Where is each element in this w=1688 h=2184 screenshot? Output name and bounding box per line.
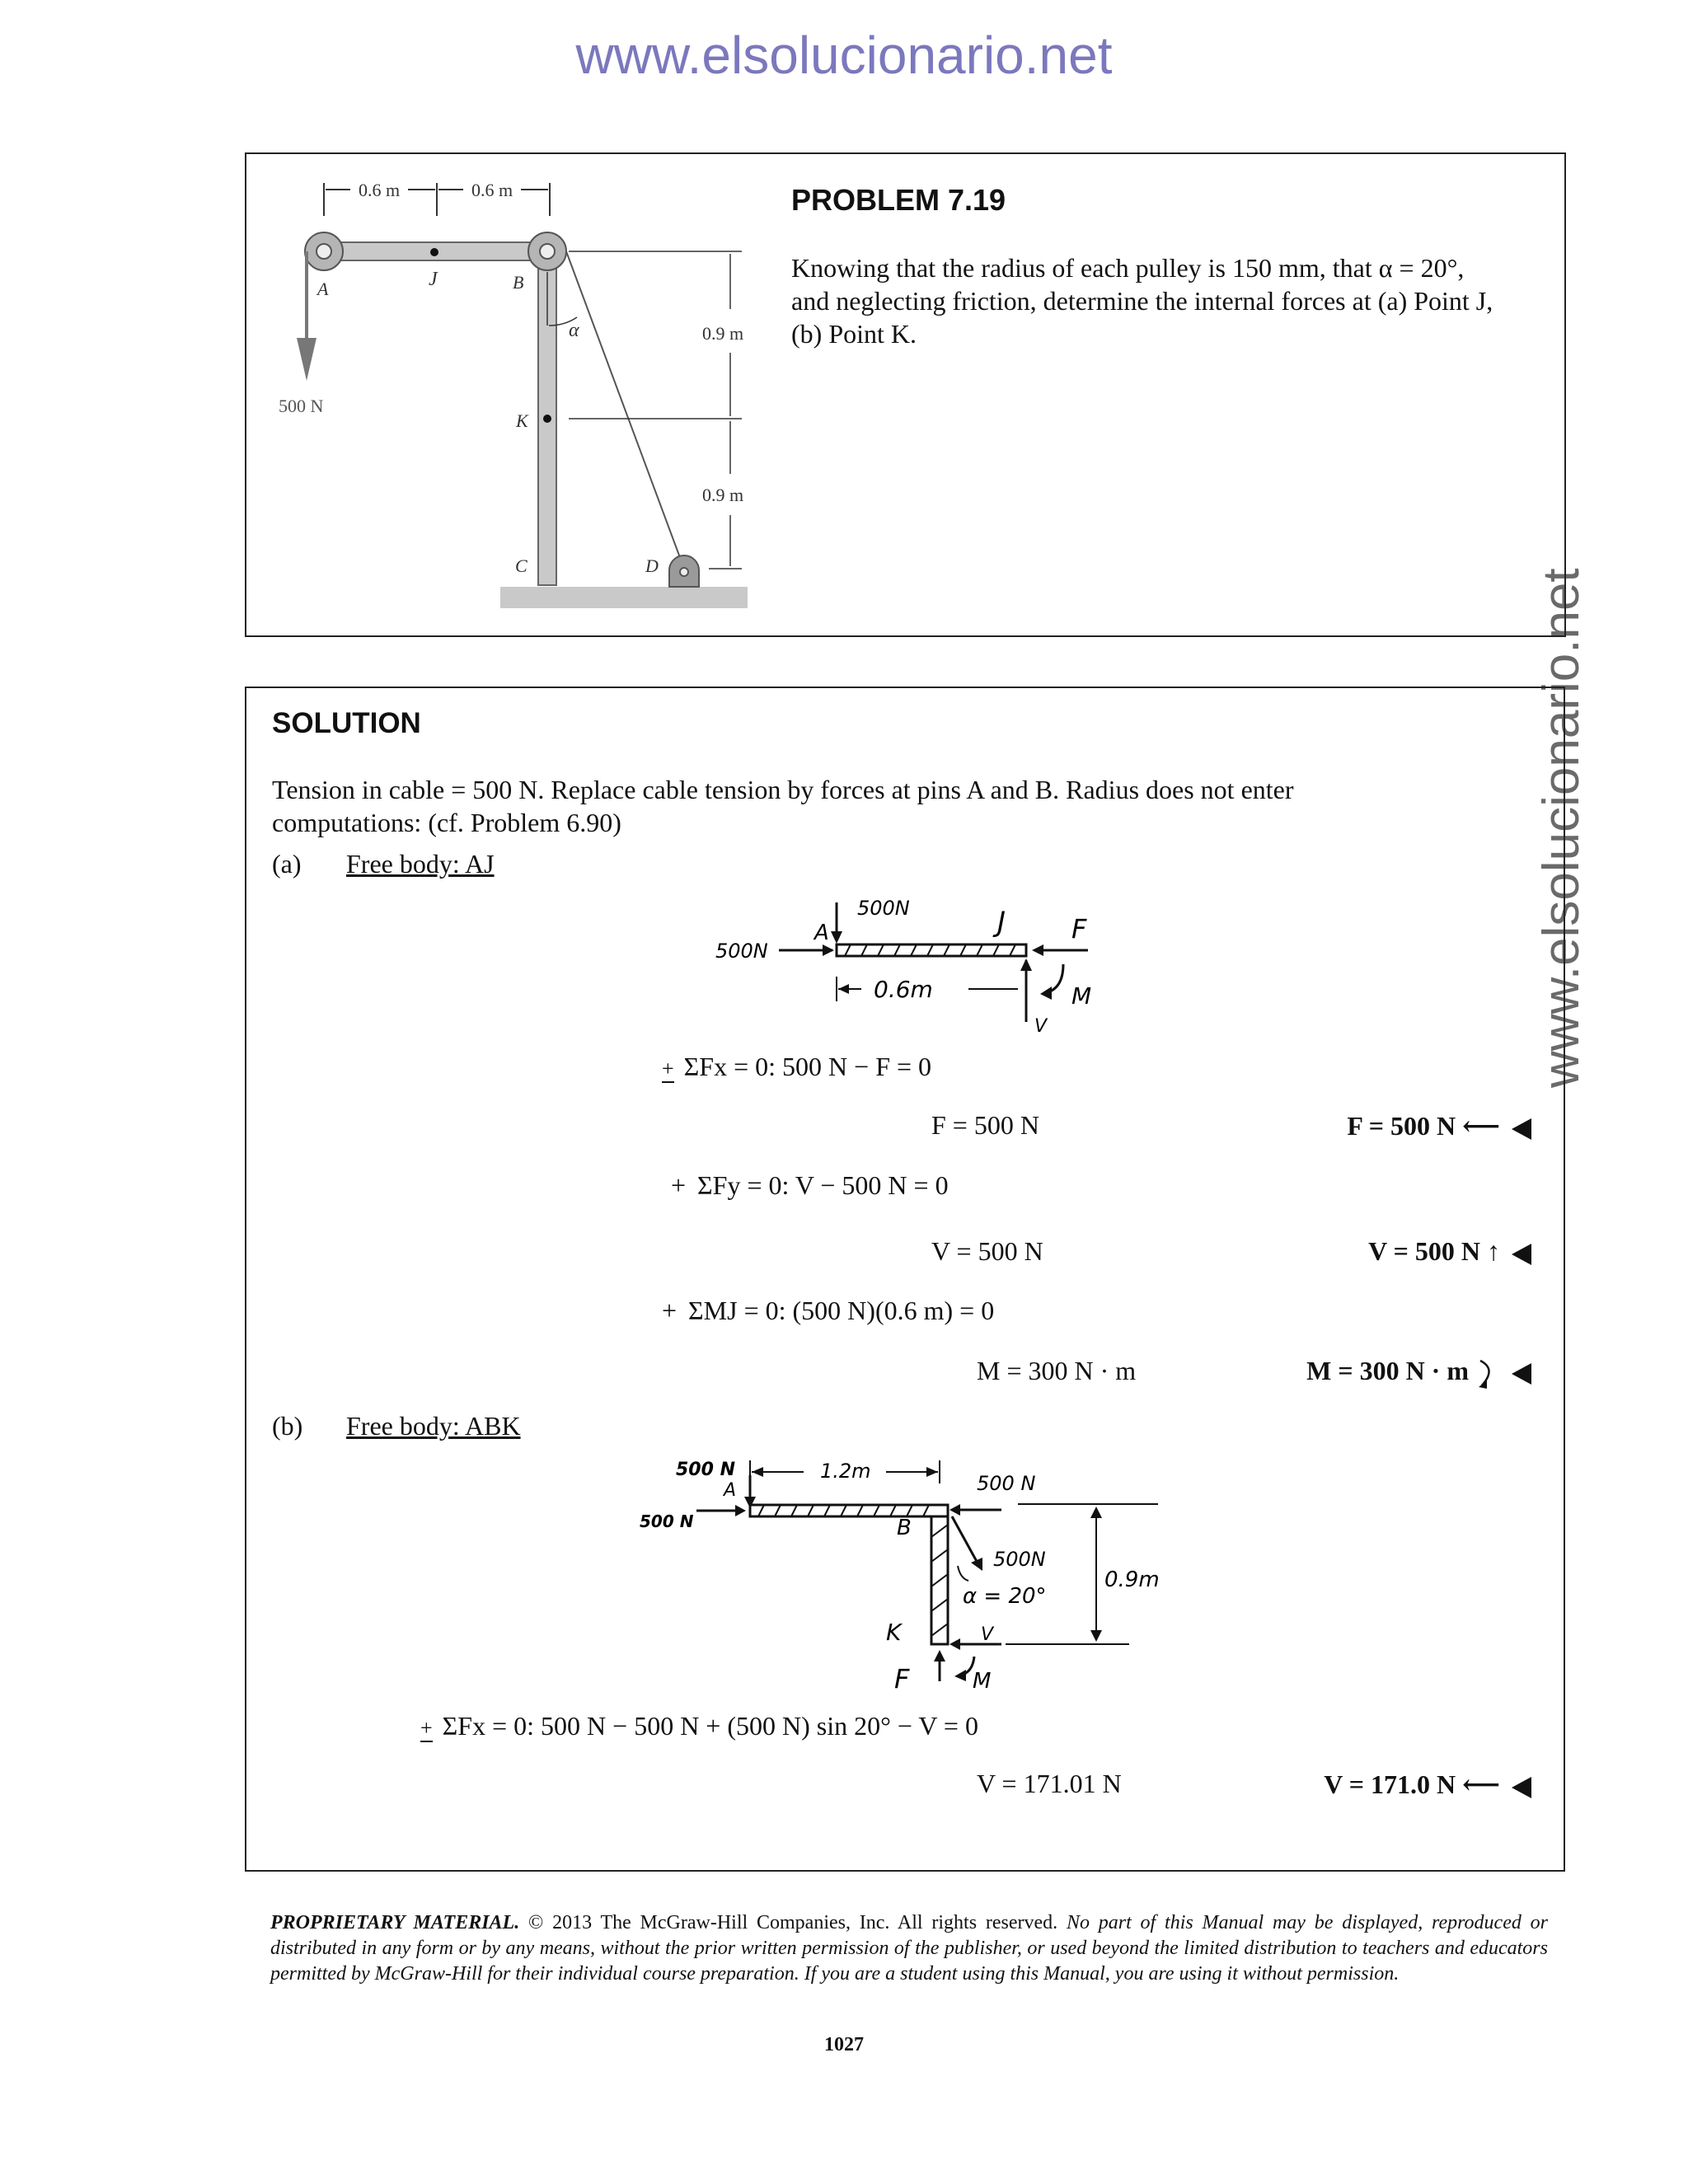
solution-intro [272,773,1558,839]
result-a-v: V = 500 N [931,1236,1043,1266]
sketch-freebody-abk [635,1451,1212,1706]
fig-label-a: A [317,279,329,299]
eq-b-sum-fx [420,1711,978,1742]
problem-title: PROBLEM 7.19 [791,183,1006,217]
part-b-label: (b) [272,1411,303,1441]
answer-a-m-text: M = 300 N · m [1306,1356,1469,1385]
problem-text [791,251,1550,350]
result-a-m: M = 300 N · m [977,1356,1137,1385]
answer-b-v [1324,1769,1531,1800]
sketch-b-f1: 500 N [676,1460,735,1480]
eq-b-sum-fx-sign: + [420,1716,433,1742]
solution-intro-line-2: computations: (cf. Problem 6.90) [272,808,621,837]
eq-a-sum-fy-sign: + [671,1170,687,1200]
fig-dim-top-1: 0.6 m [358,180,401,200]
sketch-freebody-aj [701,890,1113,1038]
watermark-side: www.elsolucionario.net [1533,568,1590,1088]
fig-load: 500 N [279,396,324,416]
fig-label-d: D [645,555,659,576]
fig-label-c: C [515,555,528,576]
sketch-a-f-left: 500N [715,940,768,963]
eq-a-sum-mj-sign: + [662,1296,678,1325]
sketch-a-m: M [1071,982,1092,1010]
answer-a-f [1347,1110,1531,1141]
problem-text-line-2: and neglecting friction, determine the internal forces at (a) Point J, [791,286,1493,316]
eq-a-sum-fy [671,1170,949,1201]
result-b-v: V = 171.01 N [977,1769,1122,1798]
page-number: 1027 [824,2034,864,2055]
sketch-b-angle: α = 20° [963,1584,1047,1609]
answer-a-f-text: F = 500 N ⟵ [1347,1111,1500,1141]
fig-label-j: J [429,269,438,290]
problem-figure [264,165,775,626]
fig-label-b: B [513,272,524,293]
sketch-a-f-down: 500N [857,897,910,920]
sketch-a-f: F [1071,913,1087,944]
fig-dim-top-2: 0.6 m [471,180,513,200]
solution-title: SOLUTION [272,707,421,739]
part-b-freebody: Free body: ABK [346,1411,521,1441]
fig-label-k: K [516,410,528,431]
fig-dim-right-1: 0.9 m [702,323,744,344]
part-a-freebody: Free body: AJ [346,849,495,879]
sketch-b-f3: 500 N [977,1472,1036,1495]
answer-marker-icon [1512,1363,1531,1385]
answer-b-v-text: V = 171.0 N ⟵ [1324,1769,1500,1799]
sketch-a-v: V [1034,1016,1048,1037]
sketch-b-m: M [973,1669,992,1694]
fig-alpha: α [569,320,579,341]
fig-dim-right-2: 0.9 m [702,485,744,505]
answer-marker-icon [1512,1244,1531,1265]
problem-text-line-3: (b) Point K. [791,319,917,349]
problem-text-line-1: Knowing that the radius of each pulley is 150 mm, that α = 20°, [791,253,1465,283]
answer-a-v [1368,1236,1531,1267]
eq-a-sum-fx-sign: + [662,1057,674,1083]
footer-notice: No part of this Manual may be displayed, reproduced or distributed in any form or by any means, without the prior written permission of the publisher, or used beyond the limited distribution to teachers and educators permitted by McGraw-Hill for their individual course preparation. If you are a student using this Manual, you are using it without permission. [270,1912,1548,1985]
eq-b-sum-fx-text: ΣFx = 0: 500 N − 500 N + (500 N) sin 20° − V = 0 [442,1711,978,1741]
sketch-b-height: 0.9m [1104,1568,1160,1592]
sketch-b-pt-a: A [724,1480,737,1501]
moment-cw-icon [1475,1357,1500,1390]
footer-lead: PROPRIETARY MATERIAL. [270,1912,520,1933]
sketch-b-f: F [894,1663,910,1694]
eq-a-sum-mj [662,1296,994,1326]
footer-copyright: © 2013 The McGraw-Hill Companies, Inc. All rights reserved. [528,1912,1058,1933]
sketch-b-v: V [981,1624,994,1645]
sketch-a-pt-j: J [997,906,1006,939]
part-a-label: (a) [272,849,302,879]
watermark-top: www.elsolucionario.net [575,26,1113,85]
sketch-b-pt-k: K [886,1619,902,1646]
solution-intro-line-1: Tension in cable = 500 N. Replace cable tension by forces at pins A and B. Radius does not enter [272,775,1294,804]
part-b-heading [272,1411,521,1441]
eq-a-sum-fx-text: ΣFx = 0: 500 N − F = 0 [683,1052,932,1081]
sketch-b-f2: 500 N [640,1511,694,1531]
copyright-notice [270,1910,1548,1987]
eq-a-sum-fy-text: ΣFy = 0: V − 500 N = 0 [697,1170,949,1200]
eq-a-sum-fx [662,1052,931,1083]
answer-marker-icon [1512,1777,1531,1798]
sketch-b-dist: 1.2m [820,1460,871,1483]
part-a-heading [272,849,495,879]
sketch-b-f4: 500N [993,1548,1046,1571]
answer-a-v-text: V = 500 N ↑ [1368,1236,1500,1266]
result-a-f: F = 500 N [931,1110,1039,1140]
answer-marker-icon [1512,1118,1531,1140]
sketch-a-dist: 0.6m [874,976,933,1003]
answer-a-m [1306,1356,1531,1390]
sketch-a-pt-a: A [814,921,829,945]
eq-a-sum-mj-text: ΣMJ = 0: (500 N)(0.6 m) = 0 [688,1296,995,1325]
sketch-b-pt-b: B [897,1516,912,1540]
